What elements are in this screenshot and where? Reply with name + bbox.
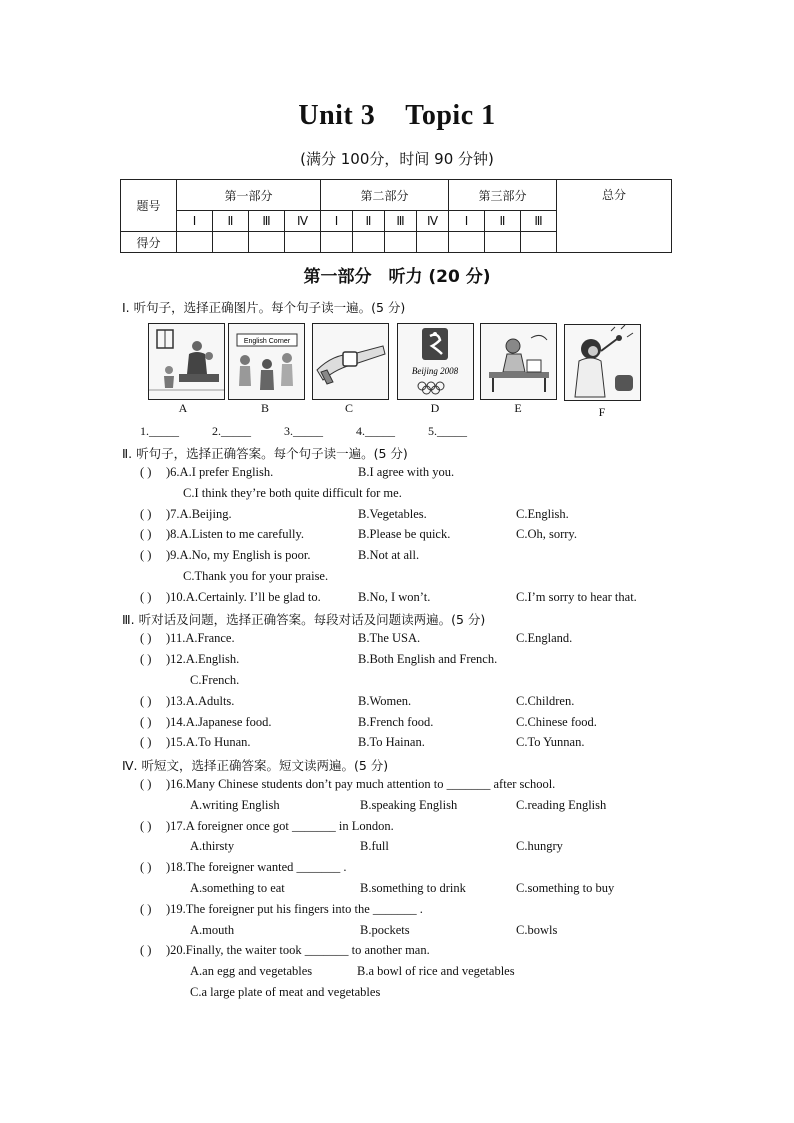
family-living-room-icon bbox=[149, 324, 224, 399]
question-18-option-c: C.something to buy bbox=[516, 881, 615, 895]
part-2-instruction: Ⅱ. 听句子，选择正确答案。每个句子读一遍。(5 分) bbox=[122, 446, 408, 461]
row-label-number: 题号 bbox=[121, 180, 177, 232]
score-cell[interactable] bbox=[285, 232, 321, 253]
question-13-option-a: )13.A.Adults. bbox=[166, 694, 235, 708]
question-13-option-b: B.Women. bbox=[358, 694, 412, 708]
answer-paren[interactable]: ( ) bbox=[140, 860, 152, 874]
answer-paren[interactable]: ( ) bbox=[140, 819, 152, 833]
picture-e[interactable] bbox=[480, 323, 557, 400]
question-12-option-c: C.French. bbox=[190, 673, 240, 687]
answer-blank[interactable]: _____ bbox=[365, 424, 395, 438]
question-15-option-c: C.To Yunnan. bbox=[516, 735, 585, 749]
question-16-option-a: A.writing English bbox=[190, 798, 280, 812]
question-19-option-c: C.bowls bbox=[516, 923, 558, 937]
score-cell[interactable] bbox=[521, 232, 557, 253]
question-17-option-b: B.full bbox=[360, 839, 389, 853]
question-19-stem: )19.The foreigner put his fingers into the _______ . bbox=[166, 902, 423, 916]
question-11-option-b: B.The USA. bbox=[358, 631, 421, 645]
question-20-option-a: A.an egg and vegetables bbox=[190, 964, 313, 978]
question-13-option-c: C.Children. bbox=[516, 694, 575, 708]
answer-paren[interactable]: ( ) bbox=[140, 507, 152, 521]
question-9-option-a: )9.A.No, my English is poor. bbox=[166, 548, 311, 562]
p3-col: Ⅱ bbox=[485, 211, 521, 232]
p1-col: Ⅲ bbox=[249, 211, 285, 232]
blank-label: 2. bbox=[212, 424, 221, 438]
topic-label: Topic 1 bbox=[405, 100, 496, 131]
question-14-option-a: )14.A.Japanese food. bbox=[166, 715, 272, 729]
picture-e-letter: E bbox=[514, 401, 522, 415]
question-15-option-a: )15.A.To Hunan. bbox=[166, 735, 251, 749]
answer-paren[interactable]: ( ) bbox=[140, 777, 152, 791]
question-20-stem: )20.Finally, the waiter took _______ to another man. bbox=[166, 943, 430, 957]
question-17-option-c: C.hungry bbox=[516, 839, 563, 853]
question-16-option-c: C.reading English bbox=[516, 798, 607, 812]
score-cell[interactable] bbox=[213, 232, 249, 253]
part3-header: 第三部分 bbox=[449, 180, 557, 211]
picture-d[interactable] bbox=[397, 323, 474, 400]
question-14-option-c: C.Chinese food. bbox=[516, 715, 597, 729]
answer-paren[interactable]: ( ) bbox=[140, 548, 152, 562]
part-3-instruction: Ⅲ. 听对话及问题，选择正确答案。每段对话及问题读两遍。(5 分) bbox=[122, 612, 486, 627]
answer-paren[interactable]: ( ) bbox=[140, 715, 152, 729]
question-15-option-b: B.To Hainan. bbox=[358, 735, 425, 749]
score-cell[interactable] bbox=[353, 232, 385, 253]
question-7-option-b: B.Vegetables. bbox=[358, 507, 427, 521]
picture-a-letter: A bbox=[178, 401, 188, 415]
picture-f[interactable] bbox=[564, 324, 641, 401]
p3-col: Ⅲ bbox=[521, 211, 557, 232]
answer-paren[interactable]: ( ) bbox=[140, 694, 152, 708]
p3-col: Ⅰ bbox=[449, 211, 485, 232]
question-9-option-b: B.Not at all. bbox=[358, 548, 420, 562]
total-header bbox=[557, 180, 672, 253]
question-6-option-c: C.I think they’re both quite difficult for me. bbox=[183, 486, 402, 500]
question-20-option-c: C.a large plate of meat and vegetables bbox=[190, 985, 381, 999]
question-20-option-b: B.a bowl of rice and vegetables bbox=[357, 964, 515, 978]
score-cell[interactable] bbox=[485, 232, 521, 253]
question-8-option-a: )8.A.Listen to me carefully. bbox=[166, 527, 305, 541]
page-title bbox=[0, 100, 794, 132]
beijing-2008-logo-icon bbox=[398, 324, 473, 399]
question-10-option-c: C.I’m sorry to hear that. bbox=[516, 590, 637, 604]
part2-header: 第二部分 bbox=[321, 180, 449, 211]
answer-paren[interactable]: ( ) bbox=[140, 590, 152, 604]
p2-col: Ⅲ bbox=[385, 211, 417, 232]
answer-blanks bbox=[140, 424, 497, 439]
answer-paren[interactable]: ( ) bbox=[140, 902, 152, 916]
english-corner-sign: English Corner bbox=[243, 338, 291, 345]
english-corner-icon bbox=[229, 324, 304, 399]
question-6-option-b: B.I agree with you. bbox=[358, 465, 455, 479]
answer-blank[interactable]: _____ bbox=[149, 424, 179, 438]
answer-paren[interactable]: ( ) bbox=[140, 465, 152, 479]
question-12-option-a: )12.A.English. bbox=[166, 652, 240, 666]
answer-blank[interactable]: _____ bbox=[221, 424, 251, 438]
picture-b-letter: B bbox=[260, 401, 269, 415]
question-9-option-c: C.Thank you for your praise. bbox=[183, 569, 329, 583]
question-6-option-a: )6.A.I prefer English. bbox=[166, 465, 274, 479]
p1-col: Ⅰ bbox=[177, 211, 213, 232]
answer-blank[interactable]: _____ bbox=[293, 424, 323, 438]
question-17-stem: )17.A foreigner once got _______ in London. bbox=[166, 819, 394, 833]
score-cell[interactable] bbox=[385, 232, 417, 253]
row-label-score: 得分 bbox=[121, 232, 177, 253]
question-16-stem: )16.Many Chinese students don’t pay much attention to _______ after school. bbox=[166, 777, 556, 791]
picture-a[interactable] bbox=[148, 323, 225, 400]
question-18-option-b: B.something to drink bbox=[360, 881, 466, 895]
question-10-option-a: )10.A.Certainly. I’ll be glad to. bbox=[166, 590, 321, 604]
part-4-instruction: Ⅳ. 听短文，选择正确答案。短文读两遍。(5 分) bbox=[122, 758, 389, 773]
question-18-stem: )18.The foreigner wanted _______ . bbox=[166, 860, 347, 874]
section-heading: 第一部分 听力 (20 分) bbox=[303, 267, 491, 287]
blank-label: 4. bbox=[356, 424, 365, 438]
picture-f-letter: F bbox=[598, 405, 606, 419]
picture-b[interactable] bbox=[228, 323, 305, 400]
answer-paren[interactable]: ( ) bbox=[140, 943, 152, 957]
question-19-option-b: B.pockets bbox=[360, 923, 410, 937]
p2-col: Ⅱ bbox=[353, 211, 385, 232]
answer-paren[interactable]: ( ) bbox=[140, 652, 152, 666]
score-cell[interactable] bbox=[417, 232, 449, 253]
part1-header: 第一部分 bbox=[177, 180, 321, 211]
question-18-option-a: A.something to eat bbox=[190, 881, 285, 895]
answer-paren[interactable]: ( ) bbox=[140, 735, 152, 749]
watch-icon bbox=[313, 324, 388, 399]
p1-col: Ⅳ bbox=[285, 211, 321, 232]
beijing-2008-caption: Beijing 2008 bbox=[411, 366, 459, 376]
score-cell[interactable] bbox=[449, 232, 485, 253]
blank-label: 3. bbox=[284, 424, 293, 438]
total-label: 总分 bbox=[601, 188, 626, 202]
blank-label: 5. bbox=[428, 424, 437, 438]
picture-c-letter: C bbox=[344, 401, 353, 415]
answer-blank[interactable]: _____ bbox=[437, 424, 467, 438]
question-11-option-c: C.England. bbox=[516, 631, 573, 645]
question-8-option-b: B.Please be quick. bbox=[358, 527, 451, 541]
question-19-option-a: A.mouth bbox=[190, 923, 235, 937]
picture-d-letter: D bbox=[430, 401, 440, 415]
question-11-option-a: )11.A.France. bbox=[166, 631, 235, 645]
p1-col: Ⅱ bbox=[213, 211, 249, 232]
question-16-option-b: B.speaking English bbox=[360, 798, 458, 812]
question-7-option-a: )7.A.Beijing. bbox=[166, 507, 232, 521]
blank-label: 1. bbox=[140, 424, 149, 438]
question-8-option-c: C.Oh, sorry. bbox=[516, 527, 577, 541]
p2-col: Ⅳ bbox=[417, 211, 449, 232]
score-cell[interactable] bbox=[321, 232, 353, 253]
question-7-option-c: C.English. bbox=[516, 507, 569, 521]
answer-paren[interactable]: ( ) bbox=[140, 527, 152, 541]
student-at-desk-icon bbox=[481, 324, 556, 399]
question-10-option-b: B.No, I won’t. bbox=[358, 590, 431, 604]
score-cell[interactable] bbox=[249, 232, 285, 253]
picture-row bbox=[145, 321, 645, 419]
unit-label: Unit 3 bbox=[298, 100, 376, 131]
score-table bbox=[120, 179, 672, 253]
question-12-option-b: B.Both English and French. bbox=[358, 652, 498, 666]
picture-c[interactable] bbox=[312, 323, 389, 400]
answer-paren[interactable]: ( ) bbox=[140, 631, 152, 645]
subtitle: (满分 100分，时间 90 分钟) bbox=[300, 150, 494, 168]
question-17-option-a: A.thirsty bbox=[190, 839, 235, 853]
part-1-instruction: Ⅰ. 听句子，选择正确图片。每个句子读一遍。(5 分) bbox=[122, 300, 406, 315]
score-cell[interactable] bbox=[177, 232, 213, 253]
p2-col: Ⅰ bbox=[321, 211, 353, 232]
singer-icon bbox=[565, 325, 640, 400]
question-14-option-b: B.French food. bbox=[358, 715, 434, 729]
